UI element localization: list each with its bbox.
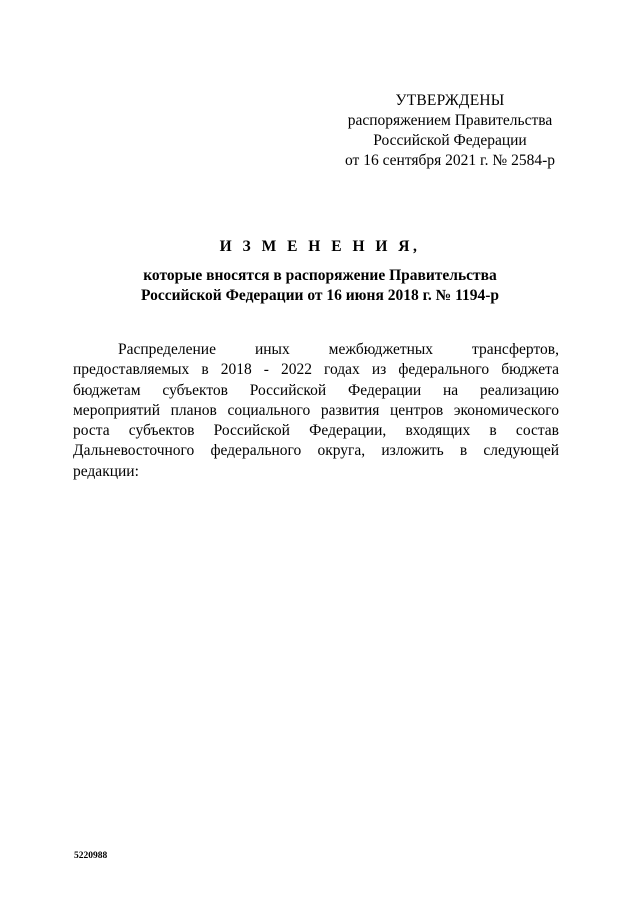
document-subtitle-line-2: Российской Федерации от 16 июня 2018 г. № 1194-р <box>140 287 500 304</box>
approval-stamp <box>330 91 570 171</box>
document-title-block <box>60 236 580 306</box>
body-paragraph: Распределение иных межбюджетных трансфертов, предоставляемых в 2018 - 2022 годах из федерального бюджета бюджетам субъектов Российской Федерации на реализацию мероприятий планов социального развития центров экономического роста субъектов Российской Федерации, входящих в состав Дальневосточного федерального округа, изложить в следующей редакции: <box>73 341 559 480</box>
approval-line-1: распоряжением Правительства <box>347 112 553 129</box>
document-subtitle-line-1: которые вносятся в распоряжение Правительства <box>143 267 497 284</box>
document-title: И З М Е Н Е Н И Я, <box>219 238 421 255</box>
document-number: 5220988 <box>74 851 108 861</box>
approval-line-3: от 16 сентября 2021 г. № 2584-р <box>345 152 555 169</box>
approval-heading: УТВЕРЖДЕНЫ <box>395 92 505 109</box>
approval-line-2: Российской Федерации <box>373 132 527 149</box>
